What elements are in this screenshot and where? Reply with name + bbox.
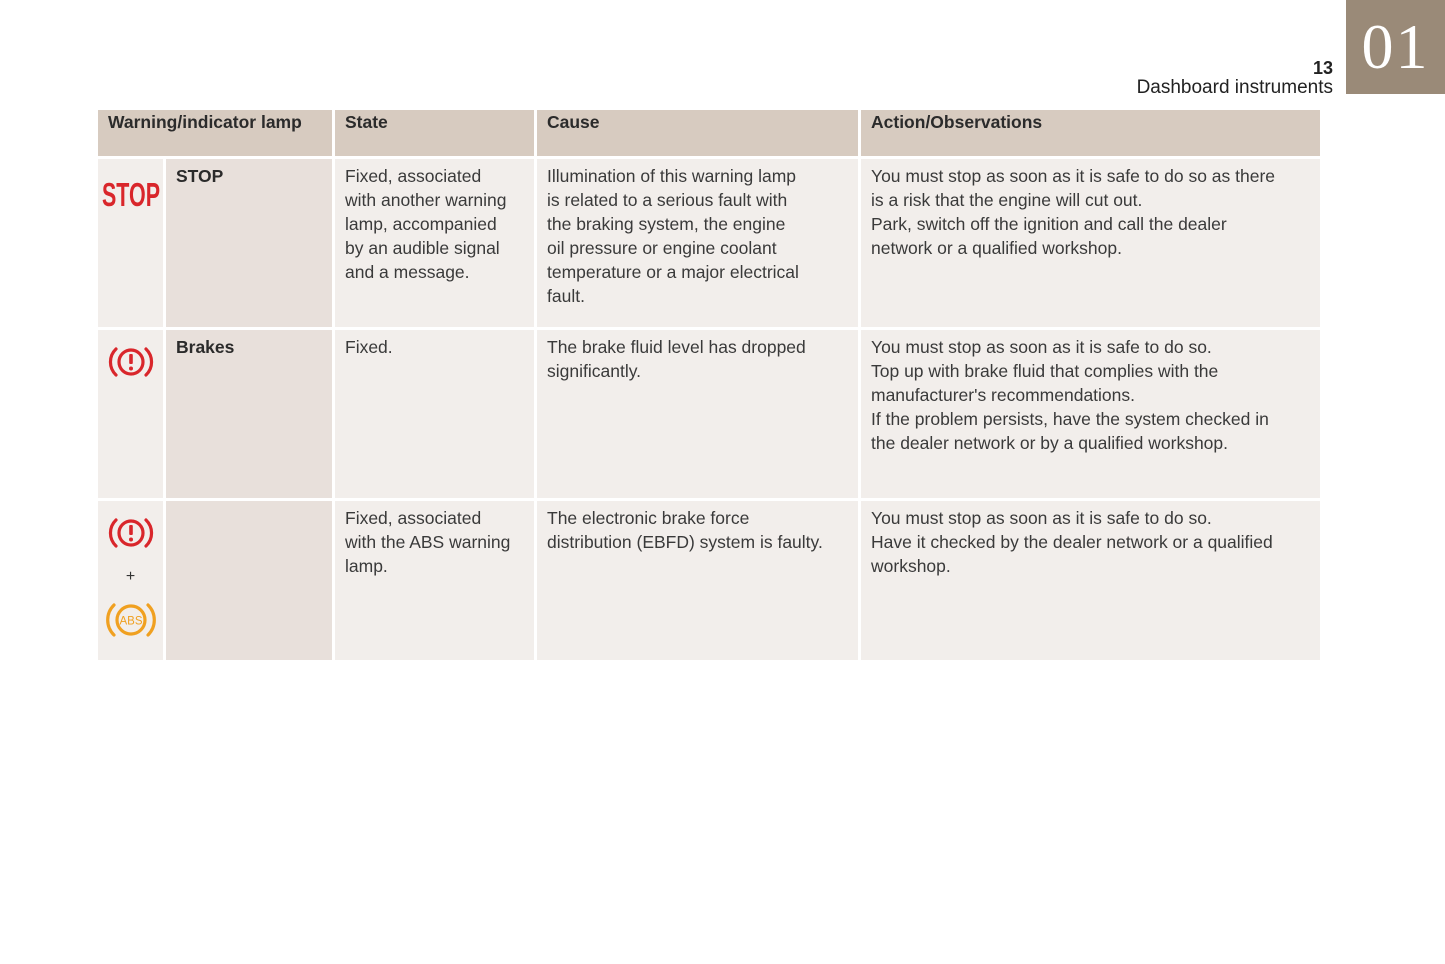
lamp-name: STOP — [166, 159, 335, 330]
table-row — [98, 501, 1320, 663]
text-line: You must stop as soon as it is safe to do so as there — [871, 166, 1276, 186]
chapter-tab: 01 — [1346, 0, 1445, 94]
text-line: with another warning — [345, 190, 507, 210]
text-line: oil pressure or engine coolant — [547, 238, 777, 258]
action-cell — [861, 159, 1320, 330]
text-line: You must stop as soon as it is safe to do so. — [871, 508, 1212, 528]
abs-icon — [104, 599, 158, 641]
text-line: The brake fluid level has dropped — [547, 337, 806, 357]
text-line: the dealer network or by a qualified workshop. — [871, 433, 1229, 453]
text-line: lamp. — [345, 556, 388, 576]
table-row — [98, 330, 1320, 501]
text-line: You must stop as soon as it is safe to do so. — [871, 337, 1212, 357]
text-line: The electronic brake force — [547, 508, 750, 528]
text-line: by an audible signal — [345, 238, 500, 258]
text-line: Park, switch off the ignition and call the dealer — [871, 214, 1227, 234]
lamp-name: Brakes — [166, 330, 335, 501]
lamp-icon-cell — [98, 501, 166, 663]
brake-warning-icon — [107, 344, 155, 380]
text-line: manufacturer's recommendations. — [871, 385, 1136, 405]
cause-cell — [537, 501, 861, 663]
state-cell — [335, 501, 537, 663]
text-line: the braking system, the engine — [547, 214, 786, 234]
state-cell — [335, 330, 537, 501]
text-line: Fixed, associated — [345, 166, 482, 186]
action-cell — [861, 501, 1320, 663]
column-header-state: State — [335, 110, 537, 159]
text-line: and a message. — [345, 262, 470, 282]
lamp-icon-cell — [98, 330, 166, 501]
abs-icon-label: ABS — [118, 615, 143, 628]
cause-cell — [537, 159, 861, 330]
lamp-icon-cell — [98, 159, 166, 330]
text-line: Top up with brake fluid that complies with the — [871, 361, 1219, 381]
plus-sign: + — [125, 568, 136, 585]
text-line: is a risk that the engine will cut out. — [871, 190, 1143, 210]
column-header-cause: Cause — [537, 110, 861, 159]
text-line: Fixed. — [345, 337, 393, 357]
action-cell — [861, 330, 1320, 501]
column-header-action: Action/Observations — [861, 110, 1320, 159]
column-header-lamp: Warning/indicator lamp — [98, 110, 335, 159]
table-row — [98, 159, 1320, 330]
text-line: network or a qualified workshop. — [871, 238, 1122, 258]
lamp-name — [166, 501, 335, 663]
brake-warning-icon — [107, 515, 155, 551]
text-line: Fixed, associated — [345, 508, 482, 528]
table-header-row — [98, 110, 1320, 159]
state-cell — [335, 159, 537, 330]
text-line: with the ABS warning — [345, 532, 511, 552]
cause-cell — [537, 330, 861, 501]
text-line: If the problem persists, have the system checked in — [871, 409, 1269, 429]
stop-icon — [101, 177, 161, 211]
stop-icon-label: STOP — [101, 176, 160, 213]
text-line: distribution (EBFD) system is faulty. — [547, 532, 823, 552]
warning-lamps-table — [98, 110, 1320, 663]
page-number: 13 — [1312, 58, 1333, 78]
text-line: lamp, accompanied — [345, 214, 497, 234]
text-line: temperature or a major electrical — [547, 262, 799, 282]
text-line: fault. — [547, 286, 585, 306]
text-line: is related to a serious fault with — [547, 190, 788, 210]
text-line: significantly. — [547, 361, 642, 381]
text-line: workshop. — [871, 556, 951, 576]
section-title: Dashboard instruments — [1136, 77, 1333, 98]
text-line: Illumination of this warning lamp — [547, 166, 797, 186]
text-line: Have it checked by the dealer network or a qualified — [871, 532, 1273, 552]
